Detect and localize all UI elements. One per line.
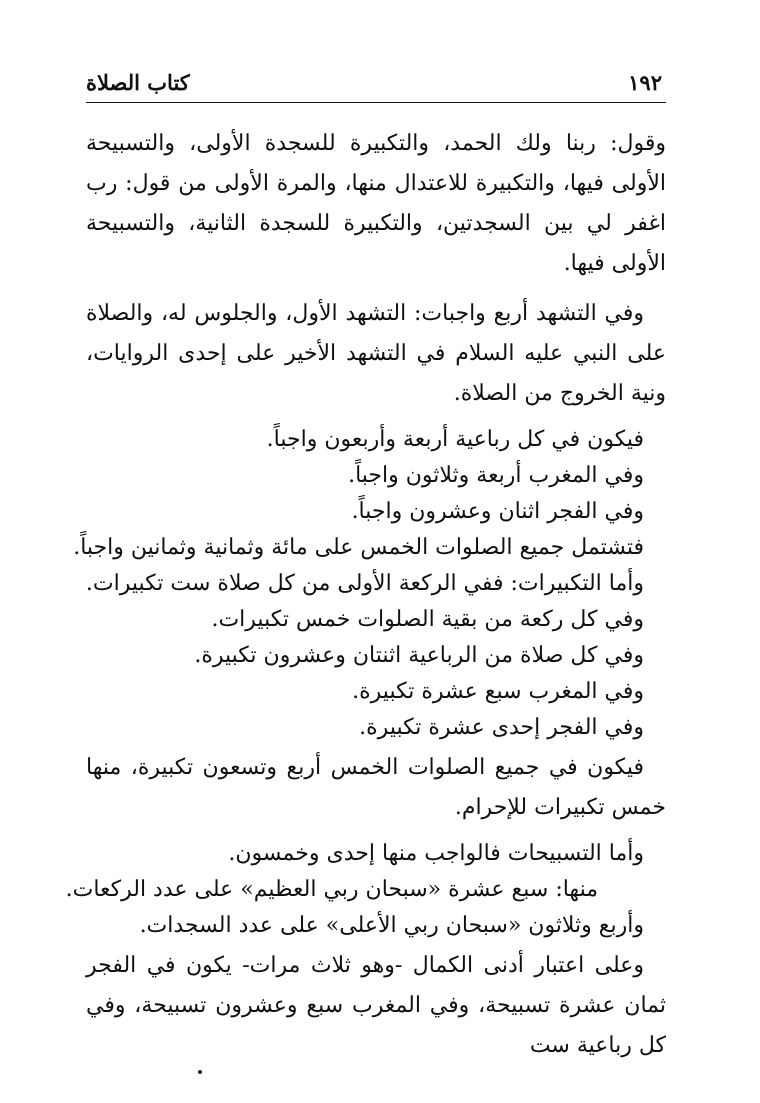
page-number: ١٩٢ — [628, 70, 662, 95]
line-ruba-iyya-count: فيكون في كل رباعية أربعة وأربعون واجباً. — [266, 427, 644, 452]
line-takbirat-maghrib: وفي المغرب سبع عشرة تكبيرة. — [352, 679, 644, 704]
book-title: كتاب الصلاة — [86, 70, 190, 95]
paragraph-minimum-perfection: وعلى اعتبار أدنى الكمال -وهو ثلاث مرات- يكون في الفجر ثمان عشرة تسبيحة، وفي المغرب سبع وعشرون تسبيحة، وفي كل رباعية ست — [86, 953, 666, 1058]
line-five-prayers-total: فتشتمل جميع الصلوات الخمس على مائة وثمانية وثمانين واجباً. — [73, 535, 644, 560]
stray-ink-dot — [198, 1070, 202, 1074]
line-tasbih-ruku: منها: سبع عشرة «سبحان ربي العظيم» على عدد الركعات. — [65, 877, 598, 902]
line-maghrib-count: وفي المغرب أربعة وثلاثون واجباً. — [348, 463, 644, 488]
paragraph-takbirat-total: فيكون في جميع الصلوات الخمس أربع وتسعون تكبيرة، منها خمس تكبيرات للإحرام. — [86, 755, 666, 820]
line-tasbih-sujud: وأربع وثلاثون «سبحان ربي الأعلى» على عدد السجدات. — [139, 913, 644, 938]
line-fajr-count: وفي الفجر اثنان وعشرون واجباً. — [351, 499, 644, 524]
running-header — [86, 66, 666, 103]
line-tasbihat-obligatory: وأما التسبيحات فالواجب منها إحدى وخمسون. — [228, 841, 644, 866]
page-body — [65, 124, 666, 1076]
paragraph-takbir-tasbih-obligations: وقول: ربنا ولك الحمد، والتكبيرة للسجدة الأولى، والتسبيحة الأولى فيها، والتكبيرة للاعتدال منها، والمرة الأولى من قول: رب اغفر لي بين السجدتين، والتكبيرة للسجدة الثانية، والتسبيحة الأولى فيها. — [86, 131, 666, 276]
line-takbirat-fajr: وفي الفجر إحدى عشرة تكبيرة. — [359, 715, 644, 740]
line-takbirat-other-rak-as: وفي كل ركعة من بقية الصلوات خمس تكبيرات. — [211, 607, 644, 632]
line-takbirat-ruba-iyya: وفي كل صلاة من الرباعية اثنتان وعشرون تكبيرة. — [194, 643, 644, 668]
line-takbirat-first-rak-a: وأما التكبيرات: ففي الركعة الأولى من كل صلاة ست تكبيرات. — [85, 571, 644, 596]
paragraph-tashahhud-obligations: وفي التشهد أربع واجبات: التشهد الأول، والجلوس له، والصلاة على النبي عليه السلام في التشهد الأخير على إحدى الروايات، ونية الخروج من الصلاة. — [86, 301, 666, 406]
